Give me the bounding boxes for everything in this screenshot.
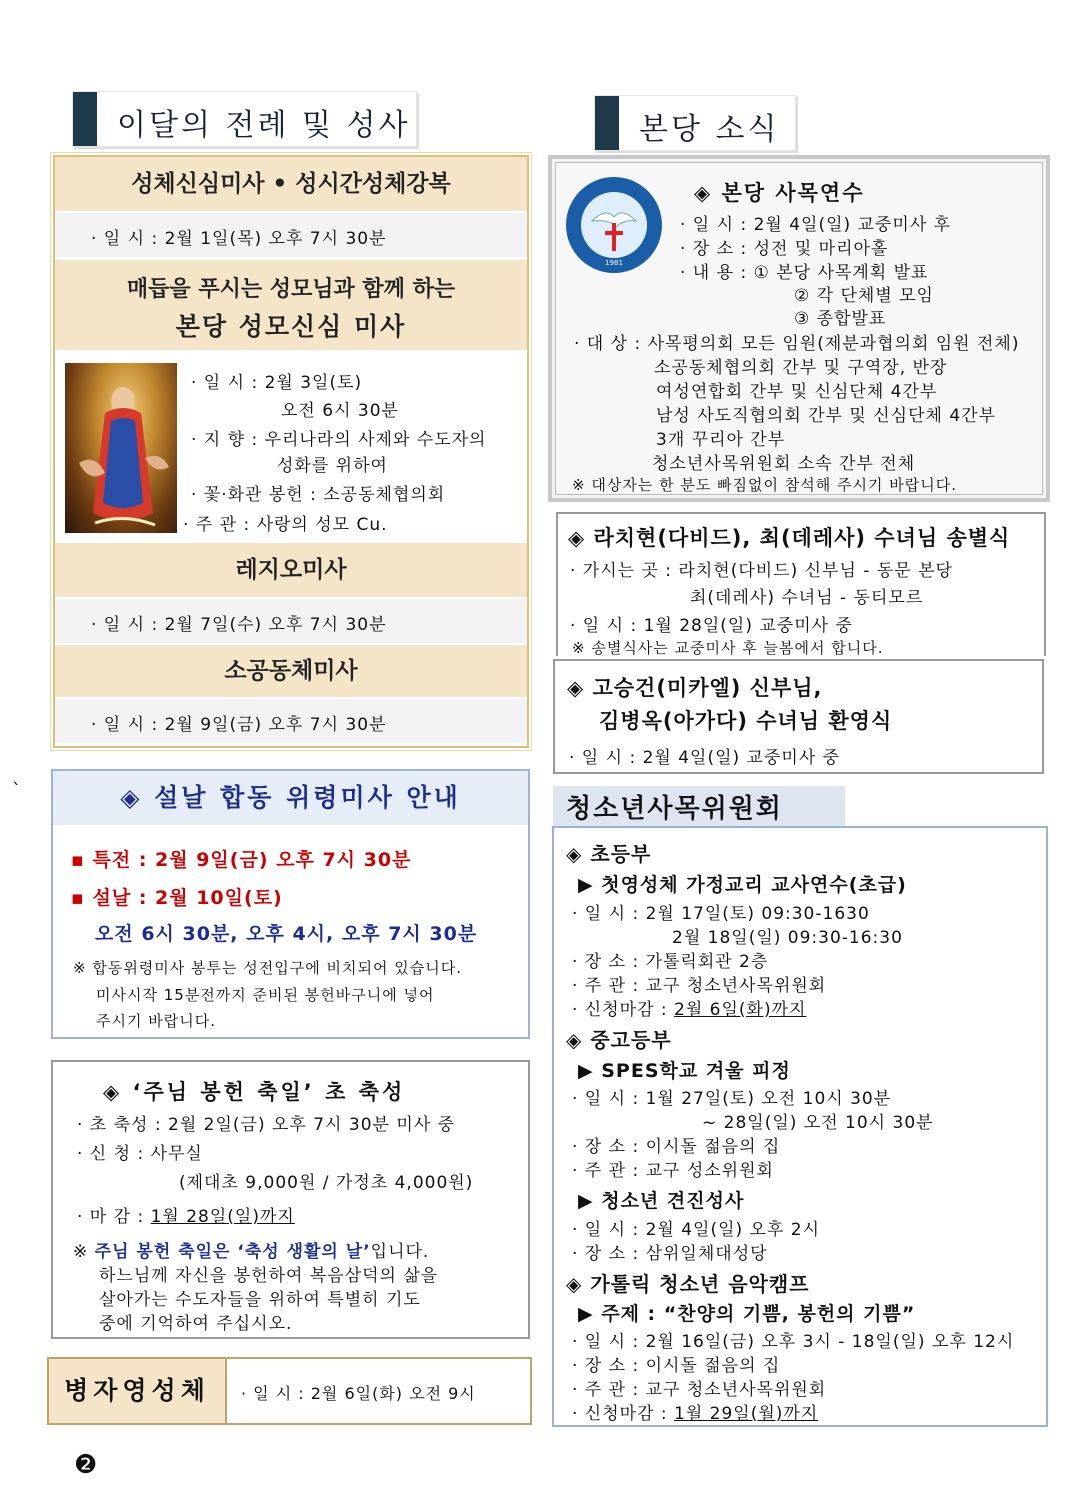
section-title-text: 본당 소식 bbox=[639, 112, 780, 147]
parish-news-section-title bbox=[594, 95, 796, 151]
elementary-deadline: · 신청마감 : 2월 6일(화)까지 bbox=[572, 1000, 807, 1020]
mass-time-4: · 일 시 : 2월 9일(금) 오후 7시 30분 bbox=[91, 715, 387, 735]
elementary-date-2: 2월 18일(일) 09:30-16:30 bbox=[672, 928, 903, 948]
training-content-1: · 내 용 : ① 본당 사목계획 발표 bbox=[680, 263, 929, 283]
training-box bbox=[548, 155, 1050, 502]
candle-note-2: 하느님께 자신을 봉헌하여 복음삼덕의 삶을 bbox=[99, 1266, 439, 1286]
training-content-2: ② 각 단체별 모임 bbox=[794, 286, 934, 306]
band-line3 bbox=[55, 599, 527, 643]
mass-time-1: · 일 시 : 2월 1일(목) 오후 7시 30분 bbox=[91, 229, 387, 249]
secondary-title: ◈ 중고등부 bbox=[566, 1028, 672, 1052]
band-title3: 레지오미사 bbox=[55, 543, 527, 597]
training-target-2: 여성연합회 간부 및 신심단체 4간부 bbox=[656, 382, 938, 402]
section-title-text: 이달의 전례 및 성사 bbox=[117, 108, 411, 143]
seollal-day: ▪ 설날 : 2월 10일(토) bbox=[71, 887, 283, 909]
farewell-date: · 일 시 : 1월 28일(일) 교중미사 중 bbox=[570, 616, 853, 636]
farewell-destination: · 가시는 곳 : 라치현(다비드) 신부님 - 동문 본당 bbox=[570, 561, 953, 581]
camp-theme: ▶ 주제 : “찬양의 기쁨, 봉헌의 기쁨” bbox=[578, 1303, 916, 1325]
liturgy-section-title bbox=[72, 91, 417, 147]
band-title2 bbox=[55, 260, 527, 350]
parish-logo bbox=[566, 177, 662, 273]
confirmation-place: · 장 소 : 삼위일체대성당 bbox=[572, 1244, 768, 1264]
secondary-subtitle-2: ▶ 청소년 견진성사 bbox=[578, 1190, 745, 1212]
farewell-destination-2: 최(데레사) 수녀님 - 동티모르 bbox=[690, 588, 924, 608]
seollal-note-2: 미사시작 15분전까지 준비된 봉헌바구니에 넣어 bbox=[96, 986, 435, 1004]
elementary-title: ◈ 초등부 bbox=[566, 842, 652, 866]
training-target-5: 청소년사목위원회 소속 간부 전체 bbox=[652, 454, 916, 474]
elementary-place: · 장 소 : 가톨릭회관 2층 bbox=[572, 952, 769, 972]
secondary-date-1: · 일 시 : 1월 27일(토) 오전 10시 30분 bbox=[572, 1089, 892, 1109]
welcome-title-1: ◈ 고승건(미카엘) 신부님, bbox=[567, 676, 823, 700]
seollal-title: ◈ 설날 합동 위령미사 안내 bbox=[53, 771, 528, 825]
stray-mark: ` bbox=[12, 780, 21, 801]
band-title4: 소공동체미사 bbox=[55, 645, 527, 697]
band-title1: 성체신심미사 • 성시간성체강복 bbox=[55, 157, 527, 211]
mary-intention-cont: 성화를 위하여 bbox=[277, 456, 388, 476]
farewell-note: ※ 송별식사는 교중미사 후 늘봄에서 합니다. bbox=[572, 639, 884, 657]
mary-undoer-of-knots-image bbox=[65, 363, 177, 533]
training-title: ◈ 본당 사목연수 bbox=[694, 181, 865, 205]
candle-apply: · 신 청 : 사무실 bbox=[77, 1144, 203, 1164]
title-bar bbox=[595, 96, 619, 150]
candle-note-4: 중에 기억하여 주십시오. bbox=[99, 1314, 293, 1334]
training-inner bbox=[555, 162, 1043, 495]
training-note: ※ 대상자는 한 분도 빠짐없이 참석해 주시기 바랍니다. bbox=[572, 476, 958, 494]
seollal-eve: ▪ 특전 : 2월 9일(금) 오후 7시 30분 bbox=[71, 849, 412, 871]
band-line4 bbox=[55, 699, 527, 743]
secondary-host: · 주 관 : 교구 성소위원회 bbox=[572, 1161, 774, 1181]
confirmation-date: · 일 시 : 2월 4일(일) 오후 2시 bbox=[572, 1220, 821, 1240]
title-bar bbox=[73, 92, 97, 146]
secondary-subtitle-1: ▶ SPES학교 겨울 피정 bbox=[578, 1060, 791, 1082]
seollal-note-1: ※ 합동위령미사 봉투는 성전입구에 비치되어 있습니다. bbox=[73, 959, 462, 977]
mary-date: · 일 시 : 2월 3일(토) bbox=[191, 373, 363, 393]
title2-line-b: 본당 성모신심 미사 bbox=[175, 312, 407, 341]
band-line1 bbox=[55, 213, 527, 257]
candle-note-3: 살아가는 수도자들을 위하여 특별히 기도 bbox=[99, 1290, 421, 1310]
elementary-date-1: · 일 시 : 2월 17일(토) 09:30-1630 bbox=[572, 904, 870, 924]
mary-host: · 주 관 : 사랑의 성모 Cu. bbox=[183, 515, 388, 535]
camp-deadline: · 신청마감 : 1월 29일(월)까지 bbox=[572, 1404, 819, 1424]
training-date: · 일 시 : 2월 4일(일) 교중미사 후 bbox=[680, 215, 952, 235]
mary-figure-icon bbox=[65, 363, 177, 533]
sick-communion-box bbox=[47, 1357, 532, 1425]
secondary-place: · 장 소 : 이시돌 젊음의 집 bbox=[572, 1137, 781, 1157]
sick-communion-time: · 일 시 : 2월 6일(화) 오전 9시 bbox=[241, 1384, 476, 1403]
sacrament-box bbox=[53, 155, 529, 748]
title2-line-a: 매듭을 푸시는 성모님과 함께 하는 bbox=[126, 277, 456, 302]
youth-box bbox=[552, 826, 1048, 1427]
candle-box bbox=[51, 1060, 530, 1339]
camp-date: · 일 시 : 2월 16일(금) 오후 3시 - 18일(일) 오후 12시 bbox=[572, 1332, 1015, 1352]
farewell-title: ◈ 라치현(다비드), 최(데레사) 수녀님 송별식 bbox=[568, 526, 1011, 550]
welcome-box bbox=[553, 659, 1044, 774]
camp-title: ◈ 가톨릭 청소년 음악캠프 bbox=[566, 1272, 810, 1296]
secondary-date-2: ~ 28일(일) 오전 10시 30분 bbox=[702, 1113, 934, 1133]
welcome-date: · 일 시 : 2월 4일(일) 교중미사 중 bbox=[569, 748, 841, 768]
camp-host: · 주 관 : 교구 청소년사목위원회 bbox=[572, 1380, 827, 1400]
dove-cross-logo-icon bbox=[566, 177, 662, 273]
training-place: · 장 소 : 성전 및 마리아홀 bbox=[680, 239, 889, 259]
training-target-1: 소공동체협의회 간부 및 구역장, 반장 bbox=[654, 358, 948, 378]
page-number: ❷ bbox=[74, 1450, 98, 1480]
mass-time-3: · 일 시 : 2월 7일(수) 오후 7시 30분 bbox=[91, 615, 387, 635]
training-target-4: 3개 꾸리아 간부 bbox=[656, 430, 786, 450]
mary-flowers: · 꽃·화관 봉헌 : 소공동체협의회 bbox=[191, 485, 446, 505]
elementary-host: · 주 관 : 교구 청소년사목위원회 bbox=[572, 976, 827, 996]
seollal-times: 오전 6시 30분, 오후 4시, 오후 7시 30분 bbox=[95, 923, 478, 945]
candle-price: (제대초 9,000원 / 가정초 4,000원) bbox=[179, 1173, 474, 1193]
training-target-3: 남성 사도직협의회 간부 및 신심단체 4간부 bbox=[656, 406, 997, 426]
camp-place: · 장 소 : 이시돌 젊음의 집 bbox=[572, 1356, 781, 1376]
youth-header-text: 청소년사목위원회 bbox=[566, 794, 783, 824]
candle-blessing: · 초 축성 : 2월 2일(금) 오후 7시 30분 미사 중 bbox=[77, 1115, 455, 1135]
candle-title: ◈ ‘주님 봉헌 축일’ 초 축성 bbox=[103, 1080, 406, 1104]
svg-text:1981: 1981 bbox=[605, 259, 623, 267]
candle-deadline: · 마 감 : 1월 28일(일)까지 bbox=[77, 1207, 295, 1227]
mary-time: 오전 6시 30분 bbox=[281, 401, 399, 421]
sick-communion-label: 병자영성체 bbox=[49, 1359, 227, 1423]
farewell-box bbox=[556, 512, 1046, 656]
training-content-3: ③ 종합발표 bbox=[794, 309, 887, 329]
seollal-box bbox=[51, 769, 530, 1039]
training-target: · 대 상 : 사목평의회 모든 임원(제분과협의회 임원 전체) bbox=[574, 334, 1020, 354]
candle-note-1: ※ 주님 봉헌 축일은 ‘축성 생활의 날’입니다. bbox=[73, 1242, 430, 1262]
elementary-subtitle: ▶ 첫영성체 가정교리 교사연수(초급) bbox=[578, 874, 907, 896]
mary-intention: · 지 향 : 우리나라의 사제와 수도자의 bbox=[191, 430, 487, 450]
seollal-note-3: 주시기 바랍니다. bbox=[96, 1012, 216, 1030]
welcome-title-2: 김병옥(아가다) 수녀님 환영식 bbox=[599, 709, 893, 733]
